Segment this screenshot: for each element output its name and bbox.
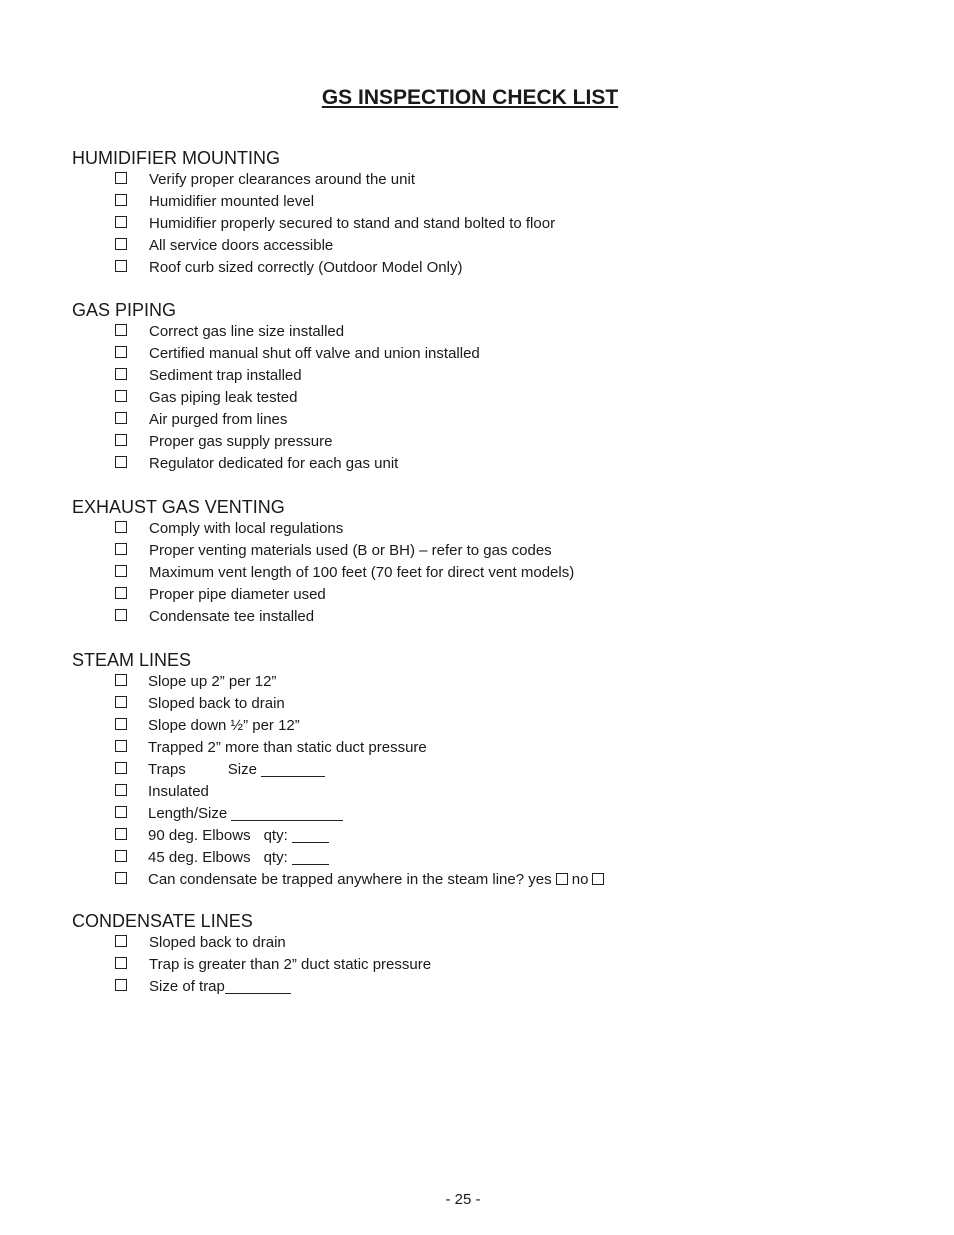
checkbox[interactable] — [115, 324, 127, 336]
elbows-90-label: 90 deg. Elbows — [148, 827, 251, 844]
list-item — [72, 431, 480, 453]
list-item — [72, 671, 604, 693]
list-item — [72, 365, 480, 387]
list-item — [72, 191, 555, 213]
checkbox[interactable] — [115, 872, 127, 884]
checkbox[interactable] — [115, 368, 127, 380]
checkbox[interactable] — [115, 609, 127, 621]
checklist — [72, 518, 574, 628]
item-label: Certified manual shut off valve and union installed — [149, 345, 480, 362]
section-exhaust-gas-venting — [72, 496, 574, 628]
section-heading: EXHAUST GAS VENTING — [72, 497, 285, 517]
checkbox[interactable] — [115, 260, 127, 272]
list-item — [72, 976, 431, 998]
checkbox[interactable] — [115, 346, 127, 358]
page-title: GS INSPECTION CHECK LIST — [321, 86, 619, 109]
checkbox[interactable] — [115, 696, 127, 708]
list-item — [72, 825, 604, 847]
size-of-trap-label: Size of trap — [149, 978, 225, 995]
list-item — [72, 257, 555, 279]
list-item — [72, 803, 604, 825]
no-checkbox[interactable] — [592, 873, 604, 885]
item-label: All service doors accessible — [149, 237, 334, 254]
list-item — [72, 518, 574, 540]
checkbox[interactable] — [115, 565, 127, 577]
list-item — [72, 169, 555, 191]
checkbox[interactable] — [115, 718, 127, 730]
section-condensate-lines — [72, 910, 431, 998]
item-label: Condensate tee installed — [149, 608, 315, 625]
checkbox[interactable] — [115, 674, 127, 686]
section-heading: GAS PIPING — [72, 300, 177, 320]
checklist — [72, 671, 604, 891]
item-label: Regulator dedicated for each gas unit — [149, 455, 399, 472]
trapped-question: Can condensate be trapped anywhere in the steam line? yes — [148, 871, 552, 888]
checkbox[interactable] — [115, 784, 127, 796]
length-size-field[interactable] — [231, 805, 343, 821]
section-heading: CONDENSATE LINES — [72, 911, 253, 931]
list-item — [72, 321, 480, 343]
list-item — [72, 737, 604, 759]
yes-checkbox[interactable] — [556, 873, 568, 885]
list-item — [72, 606, 574, 628]
item-label: Trapped 2” more than static duct pressure — [148, 739, 427, 756]
traps-size-label: Size — [227, 761, 257, 778]
section-steam-lines — [72, 649, 604, 891]
item-label: Proper pipe diameter used — [149, 586, 326, 603]
item-label: Slope down ½” per 12” — [148, 717, 300, 734]
item-label: Humidifier properly secured to stand and stand bolted to floor — [149, 215, 556, 232]
item-label: Sloped back to drain — [149, 934, 286, 951]
item-label: Comply with local regulations — [149, 520, 344, 537]
checkbox[interactable] — [115, 740, 127, 752]
list-item — [72, 847, 604, 869]
checkbox[interactable] — [115, 828, 127, 840]
traps-label: Traps — [148, 761, 186, 778]
checkbox[interactable] — [115, 957, 127, 969]
no-label: no — [571, 871, 589, 888]
checkbox[interactable] — [115, 762, 127, 774]
checkbox[interactable] — [115, 434, 127, 446]
list-item — [72, 759, 604, 781]
list-item — [72, 562, 574, 584]
list-item — [72, 932, 431, 954]
checkbox[interactable] — [115, 543, 127, 555]
checkbox[interactable] — [115, 238, 127, 250]
qty-label: qty: — [263, 827, 288, 844]
checkbox[interactable] — [115, 456, 127, 468]
list-item — [72, 235, 555, 257]
checkbox[interactable] — [115, 806, 127, 818]
item-label: Trap is greater than 2” duct static pressure — [149, 956, 432, 973]
item-label: Gas piping leak tested — [149, 389, 298, 406]
elbows-45-label: 45 deg. Elbows — [148, 849, 251, 866]
traps-size-field[interactable] — [261, 761, 325, 777]
list-item — [72, 715, 604, 737]
item-label: Verify proper clearances around the unit — [149, 171, 415, 188]
size-of-trap-field[interactable] — [225, 978, 291, 994]
list-item — [72, 584, 574, 606]
item-label: Correct gas line size installed — [149, 323, 345, 340]
checkbox[interactable] — [115, 521, 127, 533]
list-item — [72, 343, 480, 365]
list-item — [72, 540, 574, 562]
page-number: - 25 - — [445, 1191, 481, 1208]
checkbox[interactable] — [115, 172, 127, 184]
qty-label: qty: — [263, 849, 288, 866]
list-item — [72, 213, 555, 235]
item-label: Proper venting materials used (B or BH) – refer to gas codes — [149, 542, 552, 559]
list-item — [72, 954, 431, 976]
item-label: Sloped back to drain — [148, 695, 285, 712]
checkbox[interactable] — [115, 390, 127, 402]
item-label: Proper gas supply pressure — [149, 433, 333, 450]
item-label: Maximum vent length of 100 feet (70 feet for direct vent models) — [149, 564, 575, 581]
checkbox[interactable] — [115, 216, 127, 228]
list-item — [72, 693, 604, 715]
item-label: Humidifier mounted level — [149, 193, 315, 210]
checklist — [72, 169, 555, 279]
list-item — [72, 387, 480, 409]
checkbox[interactable] — [115, 194, 127, 206]
checkbox[interactable] — [115, 935, 127, 947]
elbows-90-qty-field[interactable] — [292, 827, 329, 843]
item-label: Sediment trap installed — [149, 367, 302, 384]
checkbox[interactable] — [115, 412, 127, 424]
elbows-45-qty-field[interactable] — [292, 849, 329, 865]
list-item — [72, 409, 480, 431]
item-label: Air purged from lines — [149, 411, 288, 428]
item-label: Roof curb sized correctly (Outdoor Model Only) — [149, 259, 463, 276]
checkbox[interactable] — [115, 979, 127, 991]
checklist — [72, 932, 431, 998]
list-item — [72, 781, 604, 803]
checkbox[interactable] — [115, 850, 127, 862]
section-heading: STEAM LINES — [72, 650, 192, 670]
section-heading: HUMIDIFIER MOUNTING — [72, 148, 280, 168]
list-item — [72, 869, 604, 891]
checklist — [72, 321, 480, 475]
list-item — [72, 453, 480, 475]
item-label: Insulated — [148, 783, 209, 800]
item-label: Slope up 2” per 12” — [148, 673, 277, 690]
section-gas-piping — [72, 299, 480, 475]
length-size-label: Length/Size — [148, 805, 228, 822]
section-humidifier-mounting — [72, 147, 555, 279]
checkbox[interactable] — [115, 587, 127, 599]
